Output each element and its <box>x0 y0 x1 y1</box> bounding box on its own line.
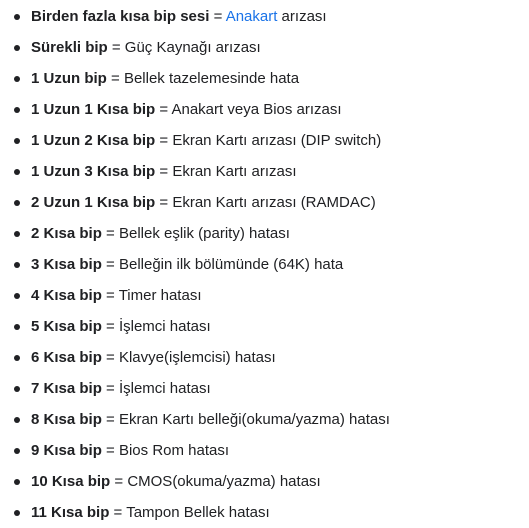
error-description: Bios Rom hatası <box>118 442 230 459</box>
equals-separator: = <box>101 287 119 304</box>
list-item <box>0 466 529 497</box>
equals-separator: = <box>209 8 226 25</box>
list-item <box>0 94 529 125</box>
beep-pattern: 3 Kısa bip <box>31 256 102 273</box>
list-item <box>0 311 529 342</box>
beep-pattern: Sürekli bip <box>31 39 108 56</box>
beep-pattern: Birden fazla kısa bip sesi <box>31 8 210 25</box>
beep-pattern: 1 Uzun 1 Kısa bip <box>31 101 156 118</box>
equals-separator: = <box>101 411 119 428</box>
equals-separator: = <box>109 504 127 521</box>
error-description: CMOS(okuma/yazma) hatası <box>127 473 321 490</box>
bullet-icon <box>14 324 20 330</box>
equals-separator: = <box>107 39 125 56</box>
beep-pattern: 5 Kısa bip <box>31 318 102 335</box>
bullet-icon <box>14 479 20 485</box>
bullet-icon <box>14 417 20 423</box>
beep-pattern: 11 Kısa bip <box>31 504 110 521</box>
bullet-icon <box>14 107 20 113</box>
equals-separator: = <box>155 132 173 149</box>
equals-separator: = <box>101 318 119 335</box>
list-item <box>0 63 529 94</box>
list-item <box>0 32 529 63</box>
list-item <box>0 435 529 466</box>
error-description: Bellek eşlik (parity) hatası <box>118 225 290 242</box>
error-description: Güç Kaynağı arızası <box>124 39 261 56</box>
anakart-link[interactable]: Anakart <box>225 8 278 25</box>
bullet-icon <box>14 76 20 82</box>
equals-separator: = <box>106 70 124 87</box>
beep-pattern: 9 Kısa bip <box>31 442 102 459</box>
list-item <box>0 342 529 373</box>
error-description: Anakart veya Bios arızası <box>171 101 342 118</box>
list-item <box>0 125 529 156</box>
beep-pattern: 6 Kısa bip <box>31 349 102 366</box>
error-description: Belleğin ilk bölümünde (64K) hata <box>118 256 344 273</box>
error-description: İşlemci hatası <box>118 318 211 335</box>
bullet-icon <box>14 293 20 299</box>
bullet-icon <box>14 169 20 175</box>
bullet-icon <box>14 231 20 237</box>
equals-separator: = <box>155 194 173 211</box>
equals-separator: = <box>101 380 119 397</box>
beep-pattern: 7 Kısa bip <box>31 380 102 397</box>
equals-separator: = <box>101 225 119 242</box>
bullet-icon <box>14 14 20 20</box>
equals-separator: = <box>101 256 119 273</box>
beep-pattern: 1 Uzun bip <box>31 70 107 87</box>
list-item <box>0 373 529 404</box>
equals-separator: = <box>110 473 128 490</box>
list-item <box>0 497 529 528</box>
equals-separator: = <box>155 101 172 118</box>
list-item <box>0 1 529 32</box>
bullet-icon <box>14 262 20 268</box>
error-description: Bellek tazelemesinde hata <box>123 70 300 87</box>
bullet-icon <box>14 45 20 51</box>
error-description: Ekran Kartı arızası (RAMDAC) <box>172 194 376 211</box>
bullet-icon <box>14 510 20 516</box>
error-description: İşlemci hatası <box>118 380 211 397</box>
list-item <box>0 280 529 311</box>
error-description: Timer hatası <box>118 287 202 304</box>
bullet-icon <box>14 355 20 361</box>
error-description: arızası <box>277 8 327 25</box>
beep-pattern: 8 Kısa bip <box>31 411 102 428</box>
beep-pattern: 2 Kısa bip <box>31 225 102 242</box>
beep-pattern: 4 Kısa bip <box>31 287 102 304</box>
bullet-icon <box>14 386 20 392</box>
beep-pattern: 2 Uzun 1 Kısa bip <box>31 194 156 211</box>
list-item <box>0 156 529 187</box>
beep-pattern: 1 Uzun 2 Kısa bip <box>31 132 156 149</box>
list-item <box>0 249 529 280</box>
list-item <box>0 187 529 218</box>
error-description: Ekran Kartı arızası (DIP switch) <box>172 132 382 149</box>
list-item <box>0 404 529 435</box>
equals-separator: = <box>155 163 173 180</box>
list-item <box>0 218 529 249</box>
equals-separator: = <box>101 349 119 366</box>
bullet-icon <box>14 138 20 144</box>
beep-pattern: 10 Kısa bip <box>31 473 111 490</box>
beep-pattern: 1 Uzun 3 Kısa bip <box>31 163 156 180</box>
error-description: Klavye(işlemcisi) hatası <box>118 349 276 366</box>
bullet-icon <box>14 448 20 454</box>
error-description: Tampon Bellek hatası <box>126 504 270 521</box>
error-description: Ekran Kartı arızası <box>172 163 297 180</box>
equals-separator: = <box>101 442 119 459</box>
bullet-icon <box>14 200 20 206</box>
beep-code-list <box>0 1 529 528</box>
error-description: Ekran Kartı belleği(okuma/yazma) hatası <box>118 411 390 428</box>
